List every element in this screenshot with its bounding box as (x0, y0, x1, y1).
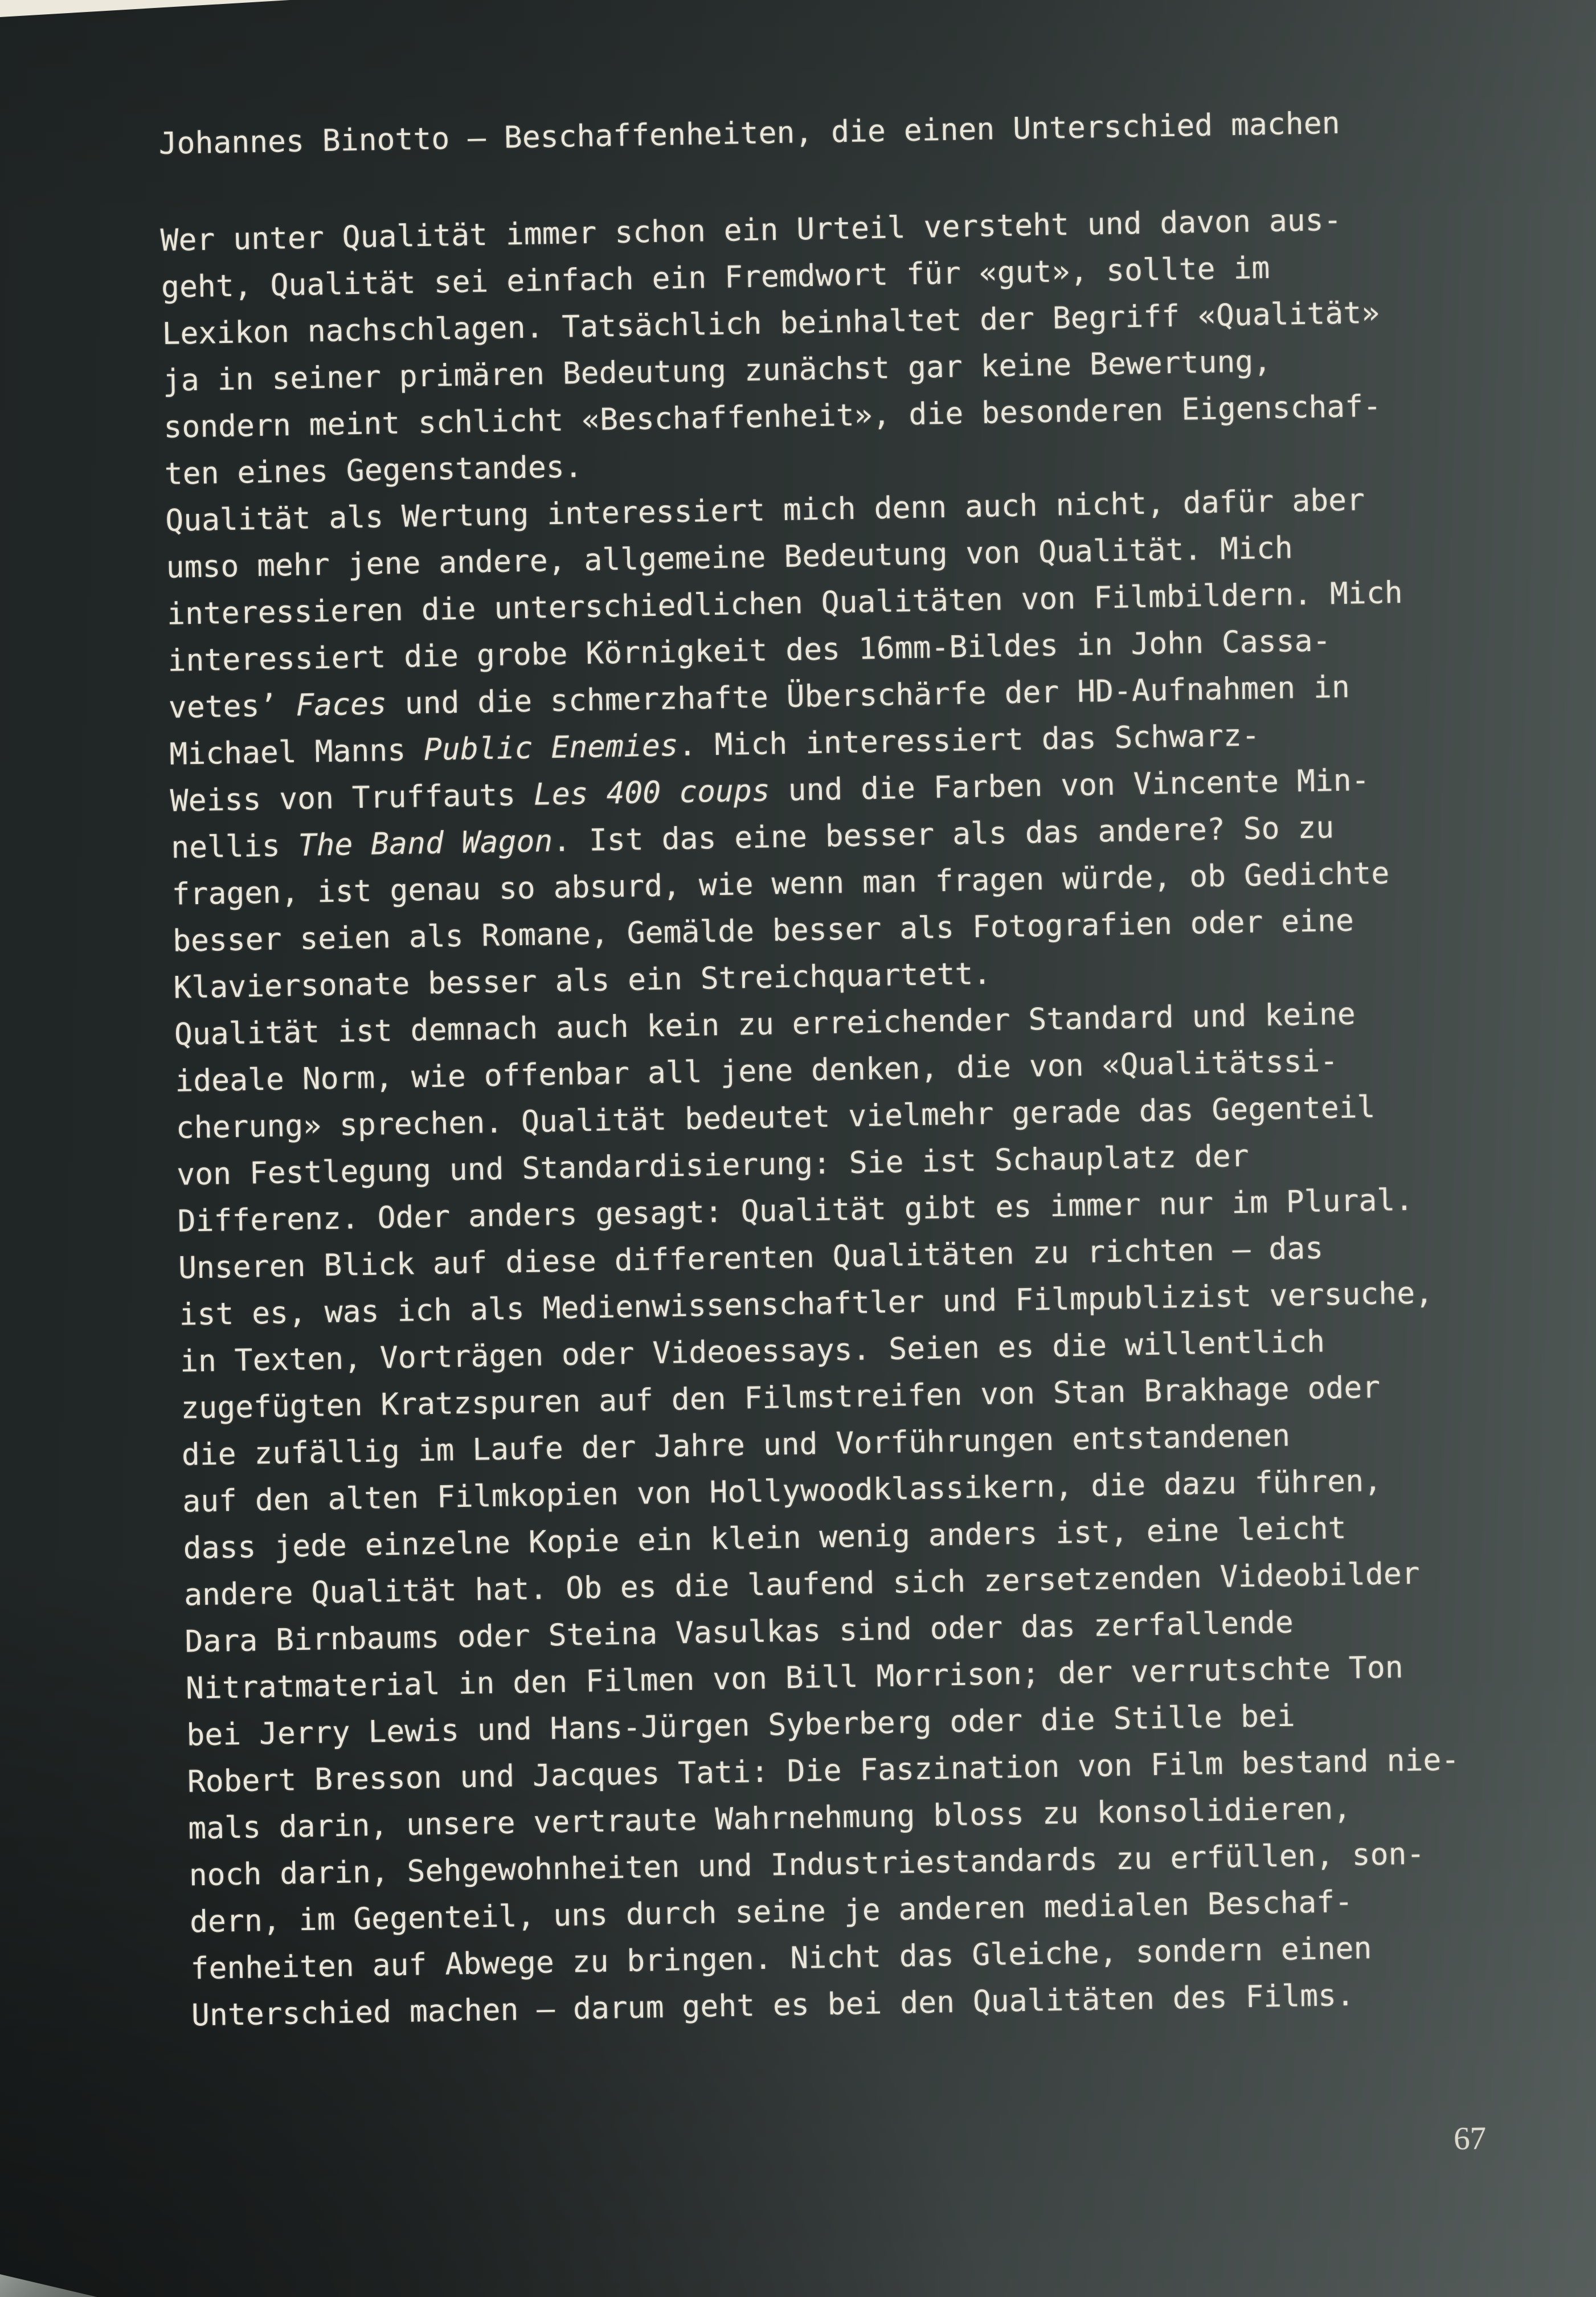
page-title: Johannes Binotto – Beschaffenheiten, die einen Unterschied machen (158, 105, 1341, 161)
text-segment: fragen, ist genau so absurd, wie wenn man fragen würde, ob Gedichte (171, 856, 1390, 912)
film-title-italic: Les 400 coups (533, 773, 771, 812)
text-segment: ist es, was ich als Medienwissenschaftler und Filmpublizist versuche, (179, 1276, 1434, 1333)
text-segment: . Ist das eine besser als das andere? So zu (552, 810, 1335, 859)
text-segment: Unterschied machen – darum geht es bei den Qualitäten des Films. (191, 1977, 1355, 2033)
text-segment: Michael Manns (169, 733, 424, 772)
text-segment: ja in seiner primären Bedeutung zunächst gar keine Bewertung, (162, 344, 1272, 398)
backdrop-corner-top-left (0, 0, 353, 63)
text-segment: cherung» sprechen. Qualität bedeutet vielmehr gerade das Gegenteil (175, 1089, 1376, 1146)
text-segment: besser seien als Romane, Gemälde besser als Fotografien oder eine (172, 903, 1354, 959)
text-segment: vetes’ (168, 688, 296, 725)
text-segment: interessiert die grobe Körnigkeit des 16mm-Bildes in John Cassa- (167, 623, 1331, 679)
text-segment: Wer unter Qualität immer schon ein Urteil versteht und davon aus- (160, 202, 1342, 258)
text-segment: fenheiten auf Abwege zu bringen. Nicht das Gleiche, sondern einen (190, 1931, 1372, 1987)
text-segment: andere Qualität hat. Ob es die laufend sich zersetzenden Videobilder (183, 1556, 1421, 1613)
film-title-italic: Faces (295, 686, 387, 723)
text-segment: nellis (170, 828, 299, 865)
text-segment: bei Jerry Lewis und Hans-Jürgen Syberberg oder die Stille bei (186, 1698, 1296, 1753)
film-title-italic: The Band Wagon (298, 824, 553, 863)
text-segment: interessieren die unterschiedlichen Qualitäten von Filmbildern. Mich (166, 575, 1403, 632)
essay-text (160, 194, 1513, 2039)
text-segment: Lexikon nachschlagen. Tatsächlich beinhaltet der Begriff «Qualität» (162, 295, 1380, 352)
text-segment: dern, im Gegenteil, uns durch seine je anderen medialen Beschaf- (189, 1884, 1353, 1940)
text-segment: ten eines Gegenstandes. (164, 449, 583, 492)
text-segment: . Mich interessiert das Schwarz- (678, 718, 1261, 763)
text-segment: Qualität ist demnach auch kein zu erreichender Standard und keine (174, 996, 1356, 1052)
backdrop-corner-bottom-left (0, 2245, 131, 2297)
text-segment: und die schmerzhafte Überschärfe der HD-Aufnahmen in (386, 669, 1351, 722)
text-segment: von Festlegung und Standardisierung: Sie ist Schauplatz der (176, 1138, 1250, 1192)
text-segment: Weiss von Truffauts (170, 777, 534, 819)
text-segment: ideale Norm, wie offenbar all jene denken, die von «Qualitätssi- (174, 1044, 1339, 1099)
text-segment: noch darin, Sehgewohnheiten und Industriestandards zu erfüllen, son- (189, 1836, 1425, 1893)
text-segment: umso mehr jene andere, allgemeine Bedeutung von Qualität. Mich (166, 530, 1294, 585)
text-segment: Qualität als Wertung interessiert mich denn auch nicht, dafür aber (165, 483, 1365, 538)
text-segment: dass jede einzelne Kopie ein klein wenig anders ist, eine leicht (183, 1510, 1347, 1566)
text-segment: und die Farben von Vincente Min- (770, 763, 1370, 808)
page-number: 67 (1453, 2120, 1487, 2157)
text-segment: Unseren Blick auf diese differenten Qualitäten zu richten – das (178, 1231, 1324, 1286)
page-content (158, 98, 1517, 2240)
text-segment: mals darin, unsere vertraute Wahrnehmung bloss zu konsolidieren, (187, 1791, 1352, 1846)
text-segment: Nitratmaterial in den Filmen von Bill Morrison; der verrutschte Ton (185, 1650, 1404, 1706)
text-segment: Robert Bresson und Jacques Tati: Die Faszination von Film bestand nie- (187, 1742, 1460, 1800)
text-segment: die zufällig im Laufe der Jahre und Vorführungen entstandenen (181, 1418, 1291, 1473)
film-title-italic: Public Enemies (423, 728, 679, 768)
text-segment: sondern meint schlicht «Beschaffenheit», die besonderen Eigenschaf- (163, 389, 1382, 445)
text-segment: Dara Birnbaums oder Steina Vasulkas sind oder das zerfallende (185, 1605, 1294, 1660)
text-segment: geht, Qualität sei einfach ein Fremdwort für «gut», sollte im (161, 250, 1270, 305)
text-segment: Differenz. Oder anders gesagt: Qualität gibt es immer nur im Plural. (177, 1182, 1414, 1239)
text-segment: auf den alten Filmkopien von Hollywoodklassikern, die dazu führen, (182, 1463, 1382, 1519)
text-segment: in Texten, Vorträgen oder Videoessays. Seien es die willentlich (179, 1324, 1325, 1379)
text-segment: Klaviersonate besser als ein Streichquartett. (173, 956, 992, 1006)
text-segment: zugefügten Kratzspuren auf den Filmstreifen von Stan Brakhage oder (180, 1370, 1381, 1426)
